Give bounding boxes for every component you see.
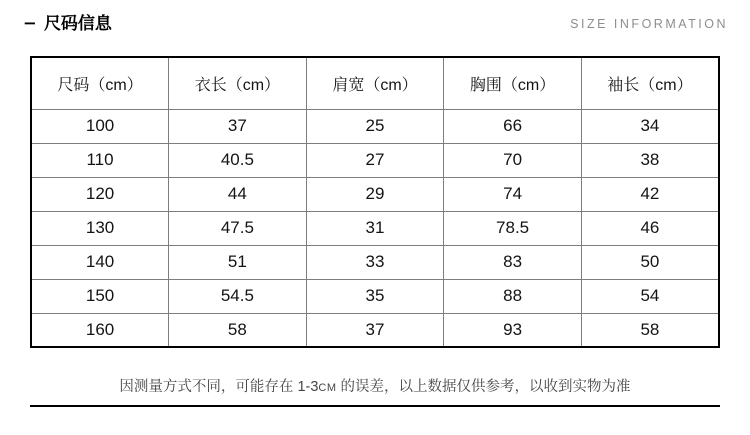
table-row [31, 211, 719, 245]
section-title-text: 尺码信息 [43, 14, 112, 33]
disclaimer-unit: CM [318, 382, 337, 394]
table-cell: 46 [581, 211, 719, 245]
size-table [30, 56, 720, 348]
table-cell: 34 [581, 109, 719, 143]
table-row [31, 143, 719, 177]
column-header: 胸围（cm） [444, 57, 582, 109]
size-table-body [31, 109, 719, 347]
table-cell: 47.5 [169, 211, 307, 245]
section-bottom-divider [30, 405, 720, 407]
section-subtitle-en: SIZE INFORMATION [570, 17, 728, 31]
table-cell: 160 [31, 313, 169, 347]
table-cell: 110 [31, 143, 169, 177]
table-cell: 74 [444, 177, 582, 211]
table-row [31, 313, 719, 347]
table-cell: 37 [169, 109, 307, 143]
table-cell: 70 [444, 143, 582, 177]
table-cell: 140 [31, 245, 169, 279]
column-header: 尺码（cm） [31, 57, 169, 109]
table-cell: 58 [581, 313, 719, 347]
disclaimer-text-prefix: 因测量方式不同，可能存在 1-3 [119, 379, 319, 395]
table-cell: 31 [306, 211, 444, 245]
table-row [31, 177, 719, 211]
table-cell: 83 [444, 245, 582, 279]
table-cell: 100 [31, 109, 169, 143]
column-header: 肩宽（cm） [306, 57, 444, 109]
table-cell: 51 [169, 245, 307, 279]
table-cell: 27 [306, 143, 444, 177]
table-cell: 37 [306, 313, 444, 347]
table-cell: 50 [581, 245, 719, 279]
table-cell: 66 [444, 109, 582, 143]
table-cell: 93 [444, 313, 582, 347]
disclaimer-text-suffix: 的误差，以上数据仅供参考，以收到实物为准 [336, 379, 631, 395]
measurement-disclaimer [0, 377, 750, 398]
table-cell: 25 [306, 109, 444, 143]
table-row [31, 279, 719, 313]
column-header: 袖长（cm） [581, 57, 719, 109]
table-cell: 42 [581, 177, 719, 211]
table-cell: 120 [31, 177, 169, 211]
table-row [31, 109, 719, 143]
table-cell: 54 [581, 279, 719, 313]
table-row [31, 245, 719, 279]
table-cell: 130 [31, 211, 169, 245]
table-cell: 54.5 [169, 279, 307, 313]
column-header: 衣长（cm） [169, 57, 307, 109]
table-cell: 35 [306, 279, 444, 313]
table-cell: 38 [581, 143, 719, 177]
table-cell: 150 [31, 279, 169, 313]
table-cell: 88 [444, 279, 582, 313]
section-title [25, 13, 112, 35]
table-cell: 44 [169, 177, 307, 211]
table-cell: 40.5 [169, 143, 307, 177]
table-cell: 29 [306, 177, 444, 211]
collapse-dash-icon: − [24, 14, 36, 33]
table-cell: 33 [306, 245, 444, 279]
size-table-header-row [31, 57, 719, 109]
table-cell: 78.5 [444, 211, 582, 245]
table-cell: 58 [169, 313, 307, 347]
